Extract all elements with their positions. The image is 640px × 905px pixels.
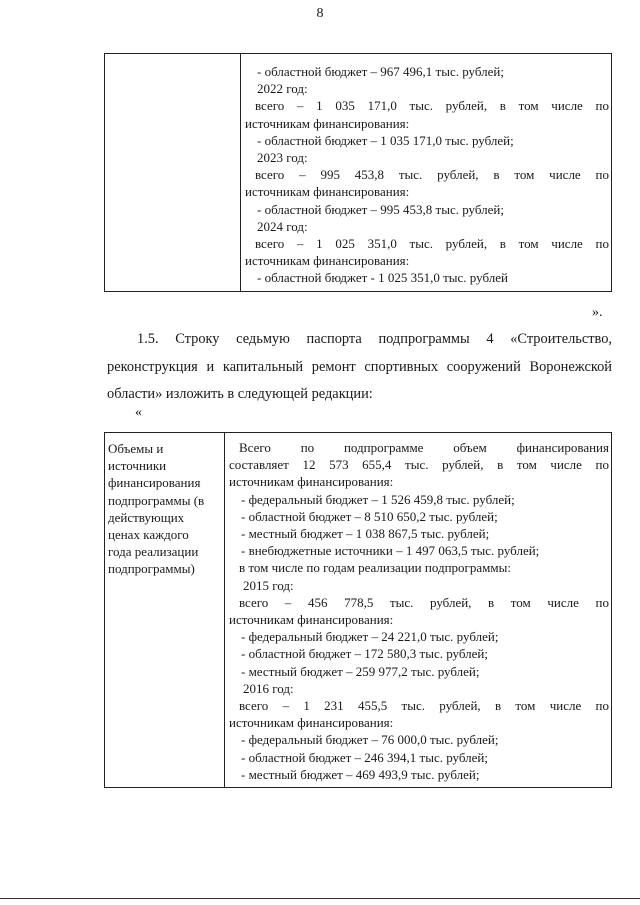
table1-content-cell xyxy=(241,54,612,292)
amendment-paragraph xyxy=(107,326,612,409)
page-number: 8 xyxy=(316,6,324,21)
funding-line: всего – 1 035 171,0 тыс. рублей, в том числе по xyxy=(255,98,609,114)
funding-line: всего – 1 231 455,5 тыс. рублей, в том числе по xyxy=(239,698,609,714)
funding-table-continued xyxy=(104,53,612,292)
funding-line: - федеральный бюджет – 24 221,0 тыс. рублей; xyxy=(241,629,499,645)
table2-content-cell xyxy=(225,433,612,788)
funding-line: составляет 12 573 655,4 тыс. рублей, в том числе по xyxy=(229,457,609,473)
funding-line: - местный бюджет – 469 493,9 тыс. рублей; xyxy=(241,766,480,782)
funding-line: всего – 995 453,8 тыс. рублей, в том числе по xyxy=(255,167,609,183)
opening-quote: « xyxy=(135,405,142,420)
funding-line: источникам финансирования: xyxy=(229,474,394,490)
subprogram-funding-table xyxy=(104,432,612,788)
funding-line: - местный бюджет – 259 977,2 тыс. рублей; xyxy=(241,663,480,679)
funding-line: Всего по подпрограмме объем финансирования xyxy=(239,440,609,455)
funding-line: источникам финансирования: xyxy=(245,115,410,131)
closing-quote: ». xyxy=(592,305,603,320)
funding-line: 2023 год: xyxy=(257,150,308,166)
funding-line: - федеральный бюджет – 1 526 459,8 тыс. рублей; xyxy=(241,491,515,507)
funding-line: источникам финансирования: xyxy=(245,253,410,269)
label-line: подпрограммы) xyxy=(108,561,195,577)
paragraph-line: 1.5. Строку седьмую паспорта подпрограммы 4 «Строительство, xyxy=(137,331,612,347)
paragraph-line: реконструкция и капитальный ремонт спортивных сооружений Воронежской xyxy=(107,358,612,375)
table2-label-cell xyxy=(105,433,225,788)
funding-line: - областной бюджет – 995 453,8 тыс. рублей; xyxy=(257,201,504,217)
paragraph-line: области» изложить в следующей редакции: xyxy=(107,386,373,402)
label-line: источники xyxy=(108,458,167,474)
footer-rule xyxy=(0,898,640,899)
label-line: подпрограммы (в xyxy=(108,492,205,508)
funding-line: 2015 год: xyxy=(243,577,294,593)
label-line: действующих xyxy=(108,509,185,525)
funding-line: - областной бюджет – 1 035 171,0 тыс. рублей; xyxy=(257,132,514,148)
funding-line: источникам финансирования: xyxy=(229,715,394,731)
funding-line: - областной бюджет - 1 025 351,0 тыс. рублей xyxy=(257,270,508,286)
funding-line: - областной бюджет – 8 510 650,2 тыс. рублей; xyxy=(241,508,498,524)
funding-line: - областной бюджет – 172 580,3 тыс. рублей; xyxy=(241,646,488,662)
funding-line: источникам финансирования: xyxy=(229,612,394,628)
funding-line: всего – 1 025 351,0 тыс. рублей, в том числе по xyxy=(255,236,609,252)
funding-line: 2022 год: xyxy=(257,81,308,97)
funding-line: - федеральный бюджет – 76 000,0 тыс. рублей; xyxy=(241,732,499,748)
label-line: ценах каждого xyxy=(108,527,189,543)
funding-line: - областной бюджет – 246 394,1 тыс. рублей; xyxy=(241,749,488,765)
funding-line: всего – 456 778,5 тыс. рублей, в том числе по xyxy=(239,594,609,610)
funding-line: в том числе по годам реализации подпрограммы: xyxy=(239,560,511,576)
table1-label-cell xyxy=(105,54,241,292)
funding-line: - внебюджетные источники – 1 497 063,5 тыс. рублей; xyxy=(241,543,540,559)
label-line: Объемы и xyxy=(108,441,164,456)
funding-line: источникам финансирования: xyxy=(245,184,410,200)
funding-line: - областной бюджет – 967 496,1 тыс. рублей; xyxy=(257,64,504,79)
funding-line: 2024 год: xyxy=(257,218,308,234)
funding-line: - местный бюджет – 1 038 867,5 тыс. рублей; xyxy=(241,526,490,542)
label-line: года реализации xyxy=(108,544,199,560)
label-line: финансирования xyxy=(108,475,201,491)
funding-line: 2016 год: xyxy=(243,680,294,696)
